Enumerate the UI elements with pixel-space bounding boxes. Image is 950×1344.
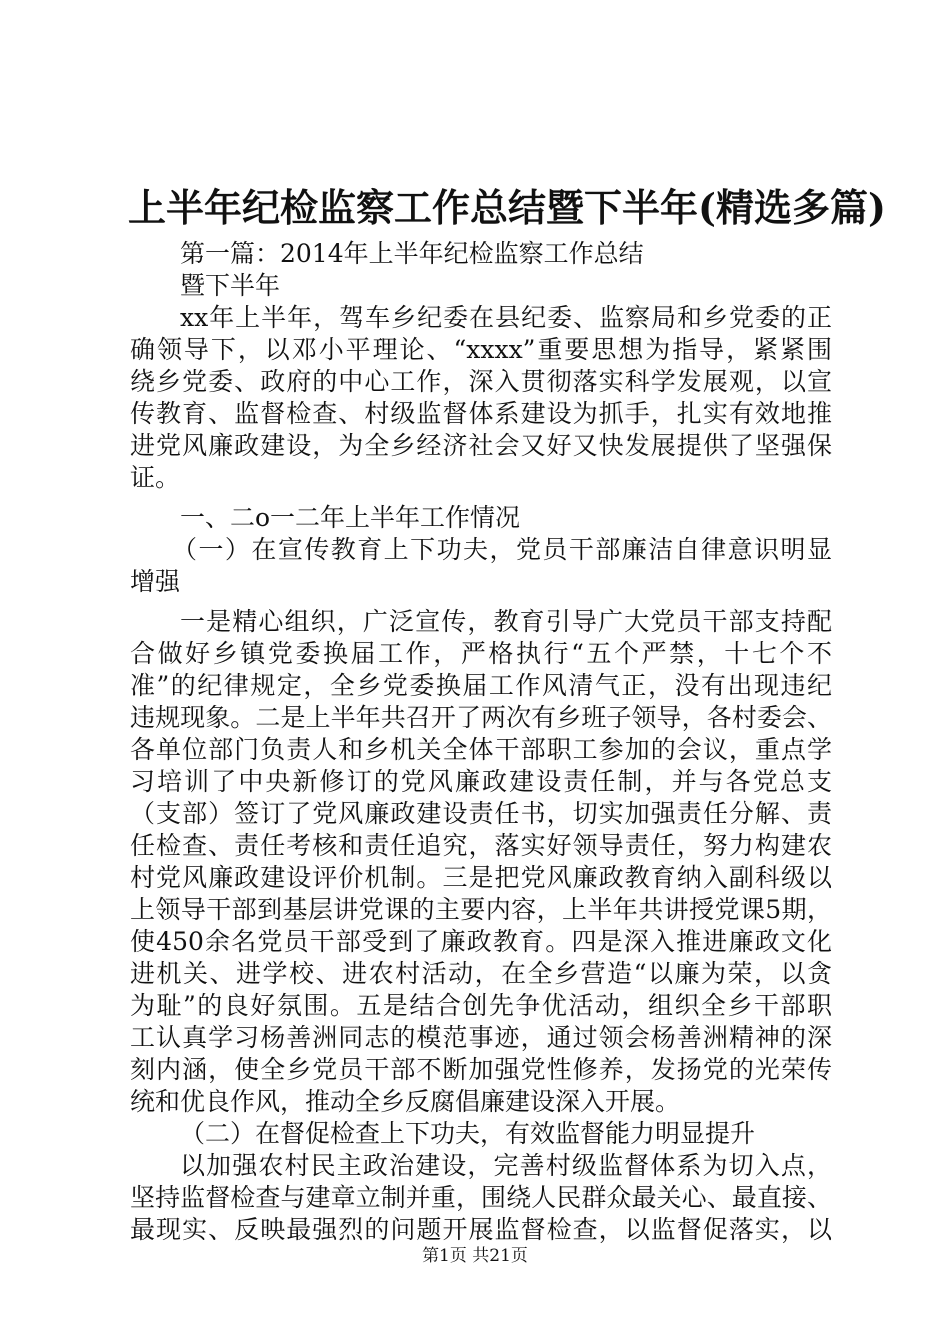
section-heading: 第一篇：2014年上半年纪检监察工作总结 — [180, 239, 644, 268]
paragraph-line: 习培训了中央新修订的党风廉政建设责任制，并与各党总支 — [130, 767, 832, 796]
paragraph-line: 绕乡党委、政府的中心工作，深入贯彻落实科学发展观，以宣 — [130, 367, 832, 396]
paragraph-line: 各单位部门负责人和乡机关全体干部职工参加的会议，重点学 — [130, 735, 832, 764]
subsection-heading: （二）在督促检查上下功夫，有效监督能力明显提升 — [180, 1119, 756, 1148]
paragraph-line: 进党风廉政建设，为全乡经济社会又好又快发展提供了坚强保 — [130, 431, 832, 460]
paragraph-line: 一是精心组织，广泛宣传，教育引导广大党员干部支持配 — [180, 607, 832, 636]
paragraph-line: 上领导干部到基层讲党课的主要内容，上半年共讲授党课5期， — [130, 895, 832, 924]
section-heading-continued: 暨下半年 — [180, 271, 281, 300]
paragraph-line: xx年上半年，驾车乡纪委在县纪委、监察局和乡党委的正 — [180, 303, 832, 332]
paragraph-line: 确领导下，以邓小平理论、“xxxx”重要思想为指导，紧紧围 — [130, 335, 832, 364]
subsection-heading-continued: 增强 — [130, 567, 181, 596]
paragraph-line: 任检查、责任考核和责任追究，落实好领导责任，努力构建农 — [130, 831, 832, 860]
subsection-heading: （一）在宣传教育上下功夫，党员干部廉洁自律意识明显 — [172, 535, 832, 564]
paragraph-line: 统和优良作风，推动全乡反腐倡廉建设深入开展。 — [130, 1087, 681, 1116]
paragraph-line: 违规现象。二是上半年共召开了两次有乡班子领导，各村委会、 — [130, 703, 832, 732]
paragraph-line: 传教育、监督检查、村级监督体系建设为抓手，扎实有效地推 — [130, 399, 832, 428]
paragraph-line: 以加强农村民主政治建设，完善村级监督体系为切入点， — [180, 1151, 832, 1180]
paragraph-line: 进机关、进学校、进农村活动，在全乡营造“以廉为荣，以贪 — [130, 959, 832, 988]
paragraph-line: 准”的纪律规定，全乡党委换届工作风清气正，没有出现违纪 — [130, 671, 832, 700]
paragraph-line: 合做好乡镇党委换届工作，严格执行“五个严禁，十七个不 — [130, 639, 832, 668]
paragraph-line: 为耻”的良好氛围。五是结合创先争优活动，组织全乡干部职 — [130, 991, 832, 1020]
document-body — [130, 238, 832, 1246]
paragraph-line: 使450余名党员干部受到了廉政教育。四是深入推进廉政文化 — [130, 927, 832, 956]
paragraph-line: 坚持监督检查与建章立制并重，围绕人民群众最关心、最直接、 — [130, 1183, 832, 1212]
page-number-footer: 第1页 共21页 — [422, 1246, 528, 1266]
document-title: 上半年纪检监察工作总结暨下半年(精选多篇) — [128, 185, 886, 230]
paragraph-line: 最现实、反映最强烈的问题开展监督检查，以监督促落实，以 — [130, 1215, 832, 1244]
subsection-heading: 一、二o一二年上半年工作情况 — [180, 503, 521, 532]
paragraph-line: 刻内涵，使全乡党员干部不断加强党性修养，发扬党的光荣传 — [130, 1055, 832, 1084]
paragraph-line: 工认真学习杨善洲同志的模范事迹，通过领会杨善洲精神的深 — [130, 1023, 832, 1052]
paragraph-line: 证。 — [130, 463, 181, 492]
paragraph-line: 村党风廉政建设评价机制。三是把党风廉政教育纳入副科级以 — [130, 863, 832, 892]
paragraph-line: （支部）签订了党风廉政建设责任书，切实加强责任分解、责 — [130, 799, 832, 828]
